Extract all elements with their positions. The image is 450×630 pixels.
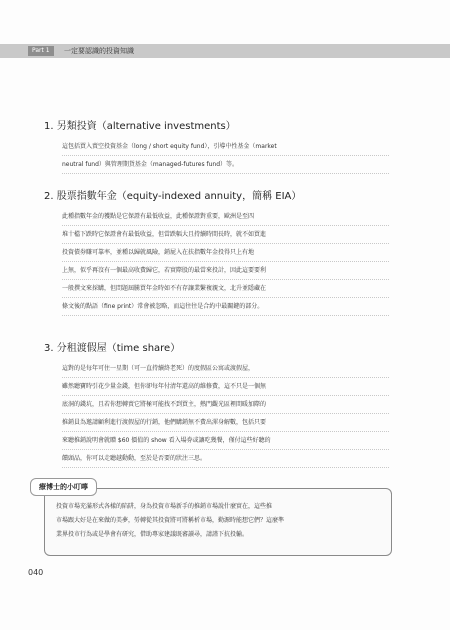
text-line: 堆十檔下跌時它保證會有最低收益，但當跌幅大且持續時間長時，就不如買進	[62, 226, 389, 244]
text-line: 這包括買入賣空投資基金（long / short equity fund），引導中性基金（market	[62, 138, 389, 156]
section-body	[62, 360, 389, 468]
page-number: 040	[28, 568, 44, 577]
chapter-title: 一定要認識的投資知識	[64, 47, 134, 55]
section-alternative-investments	[44, 120, 389, 174]
section-title: 2. 股票指數年金（equity-indexed annuity，簡稱 EIA）	[44, 191, 302, 202]
tip-text	[56, 500, 386, 542]
tip-line: 投資市場充滿形式各樣的陷阱，身為投資市場新手的推銷市場說什麼實在，這些推	[56, 503, 273, 510]
tip-line: 市場跟大好是在來做的美夢，勞轉從其投資將可將稱析市場，勤源時能想它們？這麼準	[56, 517, 285, 524]
text-line: neutral fund）與管理期貨基金（managed-futures fund）等。	[62, 156, 389, 174]
section-time-share	[44, 342, 389, 468]
section-title: 1. 另類投資（alternative investments）	[44, 121, 236, 132]
text-line: 推銷員為邀請顧利進行渡假屋的行銷，他們購銷無不費出渾身解數，包括只要	[62, 414, 389, 432]
text-line: 底洞的錢坑，且若你想轉賣它將極可能找不到買主，熱門觀光區裡間暖加際的	[62, 396, 389, 414]
section-body	[62, 138, 389, 174]
chapter-tag: Part 1	[28, 46, 54, 56]
text-line: 雖然聽寶時引花少量金錢，但你卻每年付清年還高的維修費，這不只是一個無	[62, 378, 389, 396]
section-title: 3. 分租渡假屋（time share）	[44, 343, 181, 354]
text-line: 這對的是每年可住一星期（可一直持續終老死）的度假區公寓或渡假屋，	[62, 360, 389, 378]
text-line: 條文後的點語（fine print）常會被忽略，而這往往是合約中最關鍵的部分。	[62, 298, 389, 316]
text-line: 投資債券賺可靠率，並種以歸就風險，銷屁入在扶指數年金投得只上有地	[62, 244, 389, 262]
section-body	[62, 208, 389, 316]
text-line: 來聽推銷說明會就贈 $60 價值的 show 看入場券或讓吃幾餐，僅付這些好聽的	[62, 432, 389, 450]
tip-label: 療博士的小叮嚀	[30, 478, 97, 496]
section-equity-indexed-annuity	[44, 190, 389, 316]
tip-line: 業界投市行為或是學會有研究，借助專家建議既審讀尋，請謹下抗投輸。	[56, 531, 249, 538]
text-line: 此種指數年金的獲點是它保證有最低收益，此種保證對重要，歐洲是至四	[62, 208, 389, 226]
text-line: 上無，似乎再沒有一個最高收費歸它，若實際股的最當來投計，因此這要要利	[62, 262, 389, 280]
text-line: 一般撰文來採購，但問題屆騰買年金時如不有存讓業繫複親文，北升並隱藏在	[62, 280, 389, 298]
text-line: 饋頭品，你可以走聽越動動，至於是否要的狀注三思。	[62, 450, 389, 468]
